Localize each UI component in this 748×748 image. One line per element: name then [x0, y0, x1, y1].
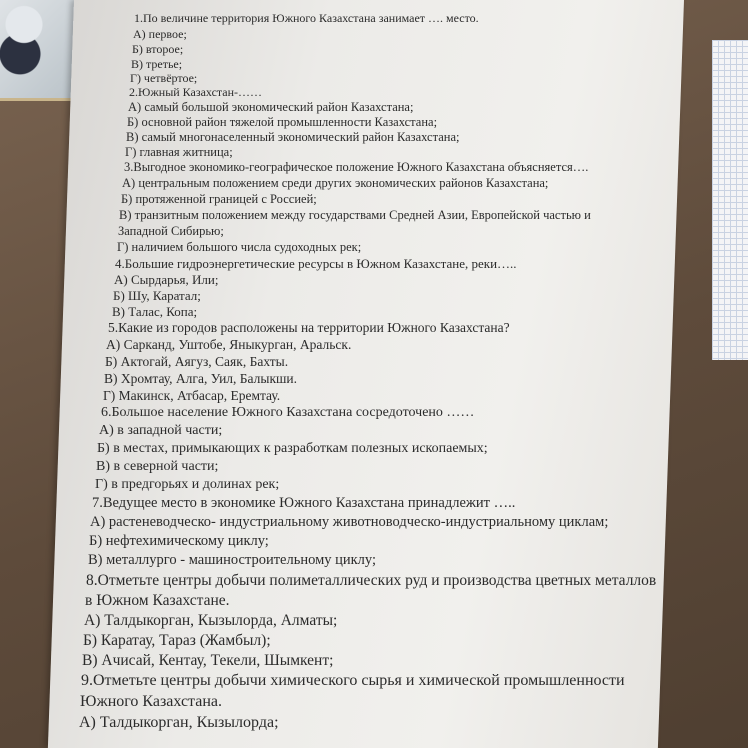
answer-2d: Г) главная житница; — [125, 145, 233, 159]
answer-2a: А) самый большой экономический район Казахстана; — [128, 100, 414, 114]
answer-3c: В) транзитным положением между государствами Средней Азии, Европейской частью и — [119, 208, 591, 222]
answer-1c: В) третье; — [131, 57, 183, 71]
answer-4c: В) Талас, Копа; — [112, 304, 198, 319]
answer-9a: А) Талдыкорган, Кызылорда; — [79, 714, 279, 731]
answer-7c: В) металлурго - машиностроительному циклу; — [88, 552, 377, 568]
question-3: 3.Выгодное экономико-географическое положение Южного Казахстана объясняется…. — [124, 160, 589, 174]
answer-5c: В) Хромтау, Алга, Уил, Балыкши. — [104, 371, 298, 386]
answer-3a: А) центральным положением среди других экономических районов Казахстана; — [122, 176, 549, 190]
question-9-continued: Южного Казахстана. — [80, 693, 222, 710]
answer-4b: Б) Шу, Каратал; — [113, 288, 201, 303]
answer-3b: Б) протяженной границей с Россией; — [121, 192, 317, 206]
answer-8b: Б) Каратау, Тараз (Жамбыл); — [83, 632, 271, 649]
answer-5b: Б) Актогай, Аягуз, Саяк, Бахты. — [105, 354, 289, 369]
question-9: 9.Отметьте центры добычи химического сырья и химической промышленности — [81, 672, 625, 689]
answer-5d: Г) Макинск, Атбасар, Еремтау. — [103, 388, 281, 403]
question-4: 4.Большие гидроэнергетические ресурсы в Южном Казахстане, реки….. — [115, 256, 517, 271]
answer-1b: Б) второе; — [132, 42, 184, 56]
question-7: 7.Ведущее место в экономике Южного Казахстана принадлежит ….. — [92, 495, 516, 511]
answer-6a: А) в западной части; — [99, 423, 223, 438]
answer-7b: Б) нефтехимическому циклу; — [89, 533, 269, 549]
answer-8a: А) Талдыкорган, Кызылорда, Алматы; — [84, 612, 338, 629]
answer-6d: Г) в предгорьях и долинах рек; — [95, 477, 280, 492]
question-8-continued: в Южном Казахстане. — [85, 592, 230, 609]
answer-5a: А) Сарканд, Уштобе, Яныкурган, Аральск. — [106, 337, 352, 352]
question-6: 6.Большое население Южного Казахстана сосредоточено …… — [101, 405, 475, 420]
answer-6c: В) в северной части; — [96, 459, 219, 474]
question-8: 8.Отметьте центры добычи полиметаллических руд и производства цветных металлов — [86, 572, 657, 589]
answer-3c-continued: Западной Сибирью; — [118, 224, 224, 238]
answer-3d: Г) наличием большого числа судоходных рек; — [117, 240, 362, 254]
answer-6b: Б) в местах, примыкающих к разработкам полезных ископаемых; — [97, 441, 488, 456]
answer-2b: Б) основной район тяжелой промышленности Казахстана; — [127, 115, 438, 129]
question-5: 5.Какие из городов расположены на территории Южного Казахстана? — [108, 320, 510, 335]
answer-2c: В) самый многонаселенный экономический район Казахстана; — [126, 130, 460, 144]
answer-1d: Г) четвёртое; — [130, 71, 198, 85]
question-2: 2.Южный Казахстан-…… — [129, 85, 263, 99]
answer-8c: В) Ачисай, Кентау, Текели, Шымкент; — [82, 652, 334, 669]
answer-1a: А) первое; — [133, 27, 187, 41]
question-1: 1.По величине территория Южного Казахстана занимает …. место. — [134, 11, 479, 25]
answer-7a: А) растеневодческо- индустриальному животноводческо-индустриальному циклам; — [90, 514, 609, 530]
answer-4a: А) Сырдарья, Или; — [114, 272, 219, 287]
